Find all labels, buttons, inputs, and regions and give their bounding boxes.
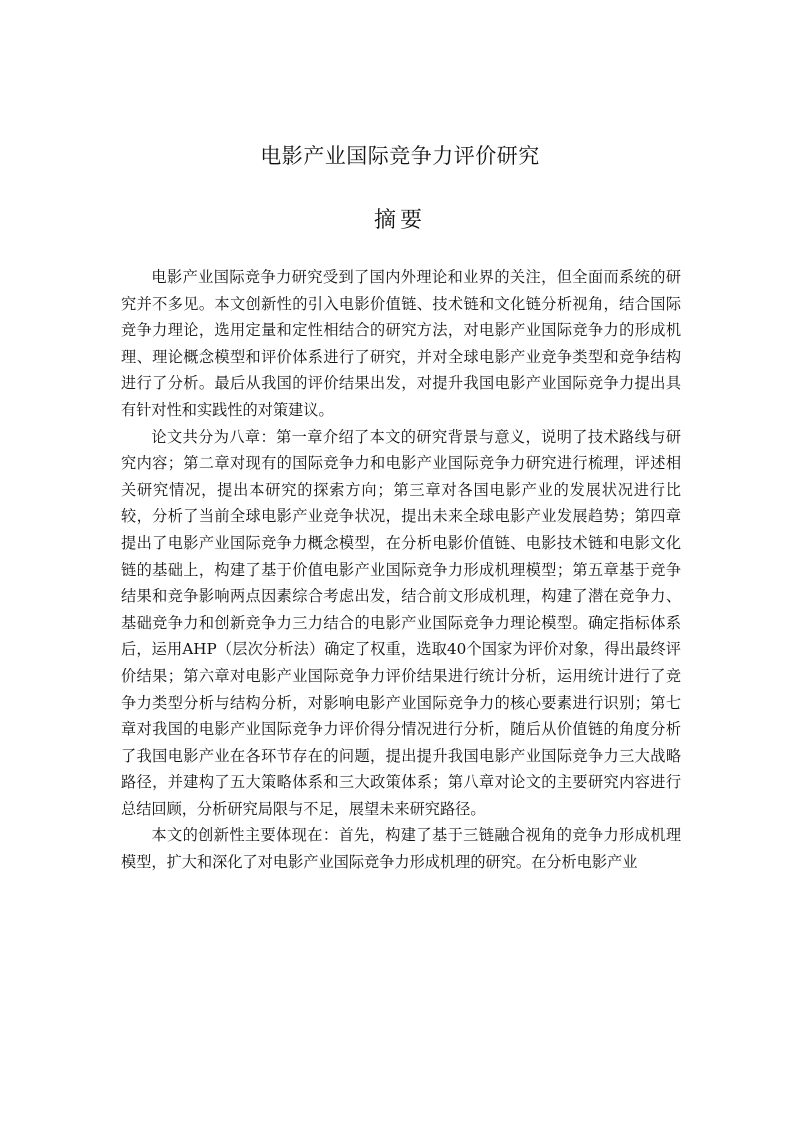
abstract-paragraph-2: 论文共分为八章：第一章介绍了本文的研究背景与意义，说明了技术路线与研究内容；第二章对现有的国际竞争力和电影产业国际竞争力研究进行梳理，评述相关研究情况，提出本研究的探索方向；第三章对各国电影产业的发展状况进行比较，分析了当前全球电影产业竞争状况，提出未来全球电影产业发展趋势；第四章提出了电影产业国际竞争力概念模型，在分析电影价值链、电影技术链和电影文化链的基础上，构建了基于价值电影产业国际竞争力形成机理模型；第五章基于竞争结果和竞争影响两点因素综合考虑出发，结合前文形成机理，构建了潜在竞争力、基础竞争力和创新竞争力三力结合的电影产业国际竞争力理论模型。确定指标体系后，运用AHP（层次分析法）确定了权重，选取40个国家为评价对象，得出最终评价结果；第六章对电影产业国际竞争力评价结果进行统计分析，运用统计进行了竞争力类型分析与结构分析，对影响电影产业国际竞争力的核心要素进行识别；第七章对我国的电影产业国际竞争力评价得分情况进行分析，随后从价值链的角度分析了我国电影产业在各环节存在的问题，提出提升我国电影产业国际竞争力三大战略路径，并建构了五大策略体系和三大政策体系；第八章对论文的主要研究内容进行总结回顾，分析研究局限与不足，展望未来研究路径。 xyxy=(121,427,681,818)
abstract-heading: 摘要 xyxy=(373,208,426,233)
document-title: 电影产业国际竞争力评价研究 xyxy=(260,144,540,168)
abstract-body xyxy=(121,264,681,876)
abstract-paragraph-3: 本文的创新性主要体现在：首先，构建了基于三链融合视角的竞争力形成机理模型，扩大和深化了对电影产业国际竞争力形成机理的研究。在分析电影产业 xyxy=(121,826,681,872)
abstract-paragraph-1: 电影产业国际竞争力研究受到了国内外理论和业界的关注，但全面而系统的研究并不多见。本文创新性的引入电影价值链、技术链和文化链分析视角，结合国际竞争力理论，选用定量和定性相结合的研究方法，对电影产业国际竞争力的形成机理、理论概念模型和评价体系进行了研究，并对全球电影产业竞争类型和竞争结构进行了分析。最后从我国的评价结果出发，对提升我国电影产业国际竞争力提出具有针对性和实践性的对策建议。 xyxy=(121,268,681,419)
